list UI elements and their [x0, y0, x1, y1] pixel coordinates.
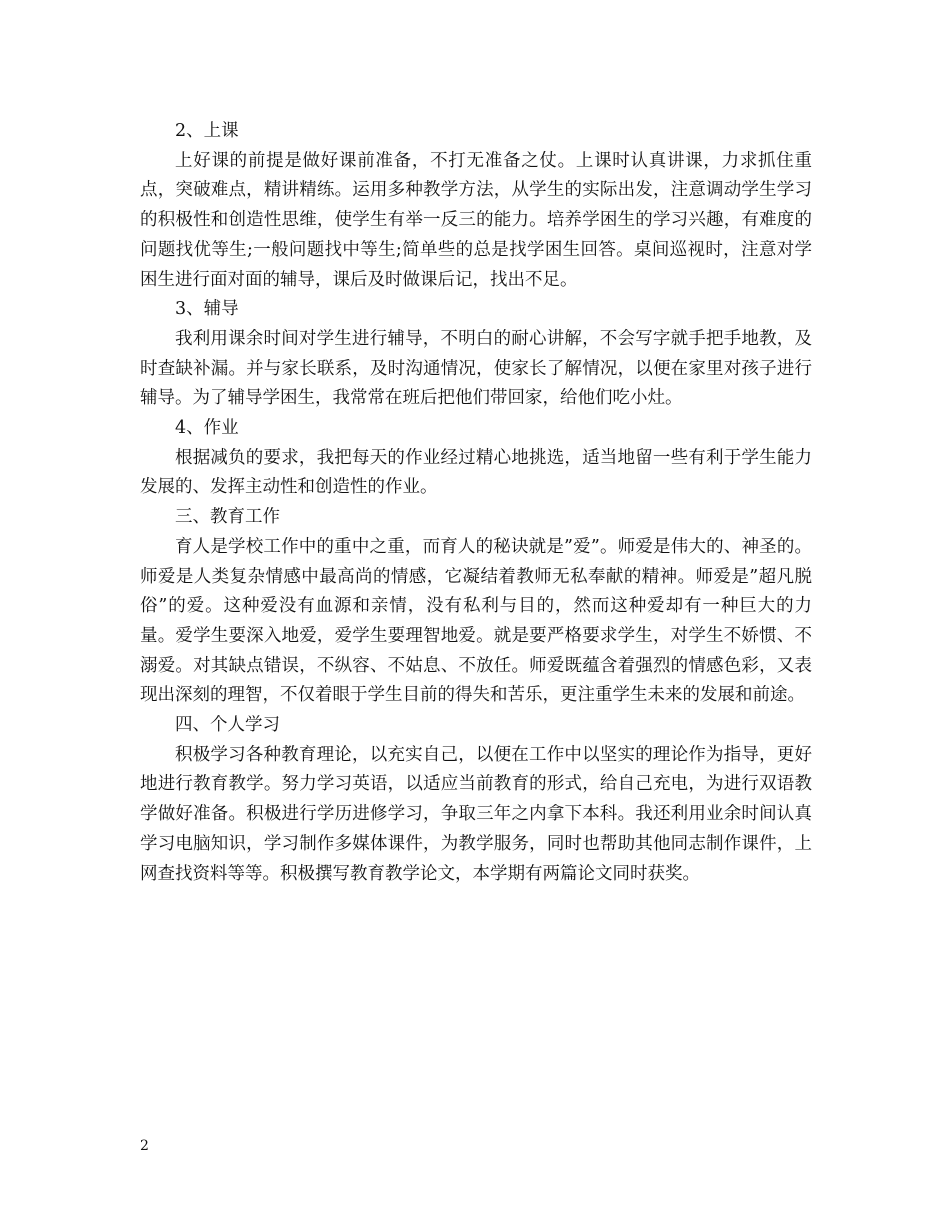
- paragraph-tutoring: 我利用课余时间对学生进行辅导，不明白的耐心讲解，不会写字就手把手地教，及时查缺补漏。并与家长联系，及时沟通情况，使家长了解情况，以便在家里对孩子进行辅导。为了辅导学困生，我常常在班后把他们带回家，给他们吃小灶。: [140, 328, 812, 409]
- paragraph-class: 上好课的前提是做好课前准备，不打无准备之仗。上课时认真讲课，力求抓住重点，突破难点，精讲精练。运用多种教学方法，从学生的实际出发，注意调动学生学习的积极性和创造性思维，使学生有举一反三的能力。培养学困生的学习兴趣，有难度的问题找优等生;一般问题找中等生;简单些的总是找学困生回答。桌间巡视时，注意对学困生进行面对面的辅导，课后及时做课后记，找出不足。: [140, 150, 812, 290]
- paragraph-personal-study: 积极学习各种教育理论，以充实自己，以便在工作中以坚实的理论作为指导，更好地进行教育教学。努力学习英语，以适应当前教育的形式，给自己充电，为进行双语教学做好准备。积极进行学历进修学习，争取三年之内拿下本科。我还利用业余时间认真学习电脑知识，学习制作多媒体课件，为教学服务，同时也帮助其他同志制作课件，上网查找资料等等。积极撰写教育教学论文，本学期有两篇论文同时获奖。: [140, 744, 812, 884]
- section-heading-tutoring: 3、辅导: [175, 299, 239, 320]
- section-heading-homework: 4、作业: [175, 418, 239, 439]
- page-number: 2: [140, 1138, 149, 1154]
- section-heading-education-work: 三、教育工作: [175, 507, 280, 528]
- document-body: [140, 117, 812, 889]
- paragraph-education-work: 育人是学校工作中的重中之重，而育人的秘诀就是”爱”。师爱是伟大的、神圣的。师爱是人类复杂情感中最高尚的情感，它凝结着教师无私奉献的精神。师爱是”超凡脱俗”的爱。这种爱没有血源和亲情，没有私利与目的，然而这种爱却有一种巨大的力量。爱学生要深入地爱，爱学生要理智地爱。就是要严格要求学生，对学生不娇惯、不溺爱。对其缺点错误，不纵容、不姑息、不放任。师爱既蕴含着强烈的情感色彩，又表现出深刻的理智，不仅着眼于学生目前的得失和苦乐，更注重学生未来的发展和前途。: [140, 536, 812, 706]
- paragraph-homework: 根据减负的要求，我把每天的作业经过精心地挑选，适当地留一些有利于学生能力发展的、发挥主动性和创造性的作业。: [140, 447, 812, 498]
- section-heading-class: 2、上课: [175, 121, 239, 141]
- section-heading-personal-study: 四、个人学习: [175, 715, 280, 736]
